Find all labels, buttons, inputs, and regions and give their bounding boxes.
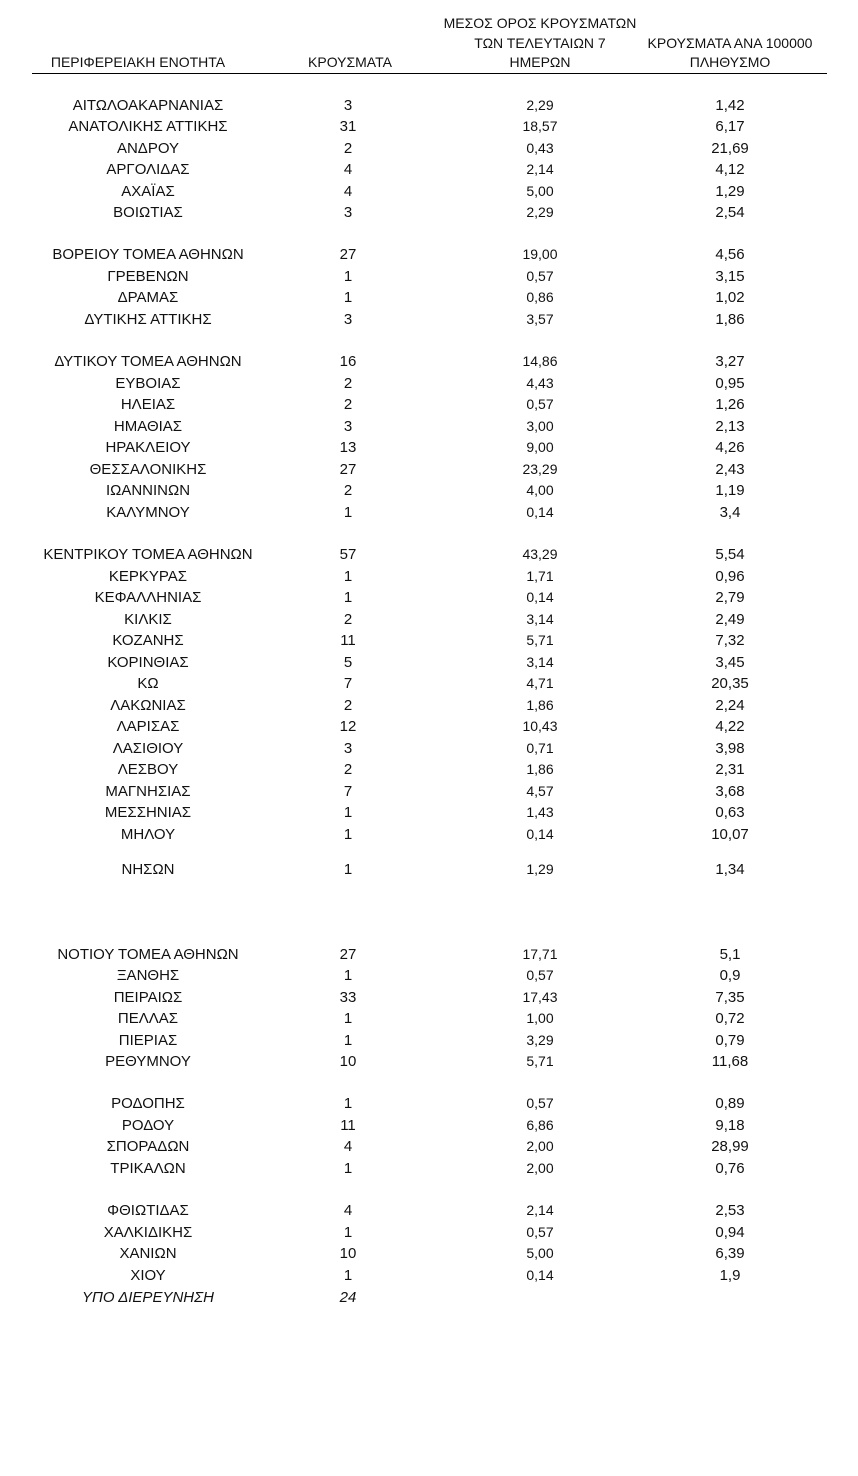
per100k-cell: 11,68 — [711, 1053, 749, 1070]
avg7-cell: 6,86 — [526, 1117, 554, 1133]
per100k-cell: 0,9 — [719, 967, 741, 984]
region-cell: ΧΙΟΥ — [130, 1267, 166, 1284]
per100k-cell: 5,54 — [715, 546, 745, 563]
avg7-cell: 0,57 — [526, 396, 554, 412]
avg7-cell: 4,57 — [526, 783, 554, 799]
avg7-cell: 0,14 — [526, 1267, 554, 1283]
cases-cell: 3 — [343, 204, 353, 221]
cases-cell: 1 — [343, 589, 353, 606]
cases-cell: 7 — [343, 675, 353, 692]
region-cell: ΚΕΦΑΛΛΗΝΙΑΣ — [94, 589, 202, 606]
header-divider — [32, 73, 827, 74]
cases-cell: 7 — [343, 783, 353, 800]
region-cell: ΚΕΡΚΥΡΑΣ — [108, 568, 188, 585]
cases-cell: 1 — [343, 1224, 353, 1241]
cases-cell: 31 — [339, 118, 357, 135]
cases-cell: 1 — [343, 1010, 353, 1027]
per100k-cell: 0,96 — [715, 568, 745, 585]
cases-cell: 5 — [343, 654, 353, 671]
cases-cell: 3 — [343, 97, 353, 114]
region-cell: ΡΟΔΟΥ — [121, 1117, 175, 1134]
table-row — [0, 138, 858, 159]
table-row — [0, 695, 858, 716]
table-row — [0, 859, 858, 880]
table-row — [0, 287, 858, 308]
header-region: ΠΕΡΙΦΕΡΕΙΑΚΗ ΕΝΟΤΗΤΑ — [50, 54, 226, 70]
table-row — [0, 351, 858, 372]
table-row — [0, 480, 858, 501]
region-cell: ΡΟΔΟΠΗΣ — [111, 1095, 185, 1112]
per100k-cell: 0,94 — [715, 1224, 745, 1241]
per100k-cell: 2,79 — [715, 589, 745, 606]
table-row — [0, 673, 858, 694]
avg7-cell: 1,71 — [526, 568, 554, 584]
per100k-cell: 3,45 — [715, 654, 745, 671]
avg7-cell: 4,71 — [526, 675, 554, 691]
table-row — [0, 824, 858, 845]
per100k-cell: 3,4 — [719, 504, 741, 521]
per100k-cell: 1,29 — [715, 183, 745, 200]
avg7-cell: 3,00 — [526, 418, 554, 434]
cases-cell: 2 — [343, 375, 353, 392]
region-cell: ΑΡΓΟΛΙΔΑΣ — [106, 161, 190, 178]
region-cell: ΘΕΣΣΑΛΟΝΙΚΗΣ — [89, 461, 207, 478]
per100k-cell: 1,9 — [719, 1267, 741, 1284]
cases-cell: 10 — [339, 1245, 357, 1262]
region-cell: ΧΑΛΚΙΔΙΚΗΣ — [103, 1224, 193, 1241]
avg7-cell: 3,29 — [526, 1032, 554, 1048]
avg7-cell: 0,14 — [526, 589, 554, 605]
avg7-cell: 0,57 — [526, 1095, 554, 1111]
avg7-cell: 1,86 — [526, 761, 554, 777]
region-cell: ΦΘΙΩΤΙΔΑΣ — [107, 1202, 189, 1219]
cases-cell: 16 — [339, 353, 357, 370]
per100k-cell: 0,89 — [715, 1095, 745, 1112]
region-cell: ΚΟΖΑΝΗΣ — [112, 632, 184, 649]
region-cell: ΒΟΡΕΙΟΥ ΤΟΜΕΑ ΑΘΗΝΩΝ — [52, 246, 244, 263]
region-cell: ΗΡΑΚΛΕΙΟΥ — [105, 439, 191, 456]
avg7-cell: 3,14 — [526, 611, 554, 627]
per100k-cell: 0,63 — [715, 804, 745, 821]
avg7-cell: 2,14 — [526, 161, 554, 177]
table-row — [0, 95, 858, 116]
table-row — [0, 416, 858, 437]
per100k-cell: 3,98 — [715, 740, 745, 757]
avg7-cell: 1,29 — [526, 861, 554, 877]
per100k-cell: 2,24 — [715, 697, 745, 714]
table-row — [0, 987, 858, 1008]
avg7-cell: 17,71 — [522, 946, 558, 962]
region-cell: ΑΝΔΡΟΥ — [116, 140, 180, 157]
per100k-cell: 7,32 — [715, 632, 745, 649]
region-cell: ΓΡΕΒΕΝΩΝ — [107, 268, 189, 285]
table-row — [0, 1158, 858, 1179]
per100k-cell: 0,72 — [715, 1010, 745, 1027]
cases-cell: 4 — [343, 1202, 353, 1219]
per100k-cell: 4,22 — [715, 718, 745, 735]
region-cell: ΜΗΛΟΥ — [120, 826, 176, 843]
cases-cell: 4 — [343, 1138, 353, 1155]
avg7-cell: 2,00 — [526, 1160, 554, 1176]
avg7-cell: 2,14 — [526, 1202, 554, 1218]
cases-cell: 1 — [343, 568, 353, 585]
cases-cell: 11 — [340, 632, 356, 649]
avg7-cell: 10,43 — [522, 718, 558, 734]
avg7-cell: 5,00 — [526, 183, 554, 199]
table-row — [0, 244, 858, 265]
cases-cell: 27 — [339, 461, 357, 478]
region-cell: ΜΕΣΣΗΝΙΑΣ — [104, 804, 192, 821]
avg7-cell: 18,57 — [522, 118, 558, 134]
per100k-cell: 1,34 — [715, 861, 745, 878]
avg7-cell: 14,86 — [522, 353, 558, 369]
cases-cell: 1 — [343, 1095, 353, 1112]
per100k-cell: 28,99 — [711, 1138, 749, 1155]
cases-cell: 24 — [339, 1289, 357, 1306]
cases-cell: 2 — [343, 611, 353, 628]
cases-cell: 1 — [343, 1160, 353, 1177]
per100k-cell: 4,56 — [715, 246, 745, 263]
table-row — [0, 309, 858, 330]
table-row — [0, 1093, 858, 1114]
cases-cell: 3 — [343, 311, 353, 328]
avg7-cell: 0,57 — [526, 1224, 554, 1240]
per100k-cell: 2,54 — [715, 204, 745, 221]
header-per100k-line2: ΠΛΗΘΥΣΜΟ — [689, 54, 771, 70]
table-row — [0, 266, 858, 287]
per100k-cell: 6,39 — [715, 1245, 745, 1262]
region-cell: ΤΡΙΚΑΛΩΝ — [110, 1160, 186, 1177]
table-row — [0, 502, 858, 523]
cases-cell: 2 — [343, 396, 353, 413]
cases-cell: 2 — [343, 140, 353, 157]
cases-cell: 1 — [343, 804, 353, 821]
region-cell: ΔΡΑΜΑΣ — [117, 289, 179, 306]
per100k-cell: 6,17 — [715, 118, 745, 135]
per100k-cell: 20,35 — [711, 675, 749, 692]
table-row — [0, 1265, 858, 1286]
cases-cell: 57 — [339, 546, 357, 563]
region-cell: ΛΑΣΙΘΙΟΥ — [112, 740, 184, 757]
avg7-cell: 3,57 — [526, 311, 554, 327]
avg7-cell: 9,00 — [526, 439, 554, 455]
table-row — [0, 202, 858, 223]
per100k-cell: 9,18 — [715, 1117, 745, 1134]
avg7-cell: 1,43 — [526, 804, 554, 820]
region-cell: ΗΜΑΘΙΑΣ — [113, 418, 183, 435]
per100k-cell: 2,49 — [715, 611, 745, 628]
table-row — [0, 1030, 858, 1051]
region-cell: ΚΩ — [137, 675, 159, 692]
header-per100k-line1: ΚΡΟΥΣΜΑΤΑ ΑΝΑ 100000 — [647, 35, 813, 51]
region-cell: ΛΑΡΙΣΑΣ — [116, 718, 180, 735]
header-avg-line3: ΗΜΕΡΩΝ — [509, 54, 571, 70]
avg7-cell: 17,43 — [522, 989, 558, 1005]
avg7-cell: 0,71 — [526, 740, 554, 756]
avg7-cell: 2,00 — [526, 1138, 554, 1154]
table-row — [0, 1136, 858, 1157]
cases-cell: 1 — [343, 289, 353, 306]
avg7-cell: 19,00 — [522, 246, 558, 262]
table-row — [0, 716, 858, 737]
avg7-cell: 0,57 — [526, 268, 554, 284]
region-cell: ΝΟΤΙΟΥ ΤΟΜΕΑ ΑΘΗΝΩΝ — [57, 946, 239, 963]
per100k-cell: 1,26 — [715, 396, 745, 413]
region-cell: ΥΠΟ ΔΙΕΡΕΥΝΗΣΗ — [82, 1289, 214, 1306]
per100k-cell: 7,35 — [715, 989, 745, 1006]
table-row — [0, 373, 858, 394]
avg7-cell: 4,43 — [526, 375, 554, 391]
cases-cell: 2 — [343, 482, 353, 499]
region-cell: ΑΙΤΩΛΟΑΚΑΡΝΑΝΙΑΣ — [72, 97, 224, 114]
per100k-cell: 1,42 — [715, 97, 745, 114]
cases-cell: 1 — [343, 826, 353, 843]
per100k-cell: 4,26 — [715, 439, 745, 456]
avg7-cell: 5,71 — [526, 1053, 554, 1069]
table-row — [0, 1051, 858, 1072]
avg7-cell: 0,14 — [526, 504, 554, 520]
header-cases: ΚΡΟΥΣΜΑΤΑ — [308, 54, 392, 70]
avg7-cell: 1,86 — [526, 697, 554, 713]
cases-cell: 1 — [343, 504, 353, 521]
table-row — [0, 1008, 858, 1029]
cases-cell: 3 — [343, 418, 353, 435]
per100k-cell: 0,76 — [715, 1160, 745, 1177]
region-cell: ΚΕΝΤΡΙΚΟΥ ΤΟΜΕΑ ΑΘΗΝΩΝ — [43, 546, 253, 563]
region-cell: ΑΝΑΤΟΛΙΚΗΣ ΑΤΤΙΚΗΣ — [68, 118, 228, 135]
table-row — [0, 781, 858, 802]
region-cell: ΔΥΤΙΚΟΥ ΤΟΜΕΑ ΑΘΗΝΩΝ — [54, 353, 242, 370]
region-cell: ΠΕΙΡΑΙΩΣ — [113, 989, 183, 1006]
table-row — [0, 965, 858, 986]
region-cell: ΚΙΛΚΙΣ — [124, 611, 172, 628]
cases-cell: 3 — [343, 740, 353, 757]
table-row — [0, 181, 858, 202]
cases-cell: 4 — [343, 161, 353, 178]
avg7-cell: 0,57 — [526, 967, 554, 983]
region-cell: ΠΕΛΛΑΣ — [117, 1010, 179, 1027]
table-row — [0, 1115, 858, 1136]
per100k-cell: 2,43 — [715, 461, 745, 478]
table-row — [0, 738, 858, 759]
per100k-cell: 3,27 — [715, 353, 745, 370]
per100k-cell: 4,12 — [715, 161, 745, 178]
avg7-cell: 2,29 — [526, 204, 554, 220]
per100k-cell: 3,15 — [715, 268, 745, 285]
table-row — [0, 1287, 858, 1308]
per100k-cell: 3,68 — [715, 783, 745, 800]
cases-cell: 12 — [339, 718, 357, 735]
cases-cell: 13 — [339, 439, 357, 456]
avg7-cell: 4,00 — [526, 482, 554, 498]
per100k-cell: 2,53 — [715, 1202, 745, 1219]
header-avg-line2: ΤΩΝ ΤΕΛΕΥΤΑΙΩΝ 7 — [474, 35, 606, 51]
cases-cell: 1 — [343, 268, 353, 285]
avg7-cell: 3,14 — [526, 654, 554, 670]
per100k-cell: 1,02 — [715, 289, 745, 306]
table-row — [0, 1200, 858, 1221]
region-cell: ΗΛΕΙΑΣ — [120, 396, 176, 413]
table-row — [0, 116, 858, 137]
per100k-cell: 1,86 — [715, 311, 745, 328]
region-cell: ΣΠΟΡΑΔΩΝ — [106, 1138, 190, 1155]
region-cell: ΙΩΑΝΝΙΝΩΝ — [105, 482, 191, 499]
avg7-cell: 0,14 — [526, 826, 554, 842]
region-cell: ΞΑΝΘΗΣ — [116, 967, 180, 984]
region-cell: ΕΥΒΟΙΑΣ — [115, 375, 181, 392]
table-row — [0, 437, 858, 458]
avg7-cell: 0,86 — [526, 289, 554, 305]
header-avg-line1: ΜΕΣΟΣ ΟΡΟΣ ΚΡΟΥΣΜΑΤΩΝ — [443, 15, 637, 31]
table-row — [0, 459, 858, 480]
region-cell: ΛΑΚΩΝΙΑΣ — [110, 697, 186, 714]
table-row — [0, 394, 858, 415]
avg7-cell: 43,29 — [522, 546, 558, 562]
per100k-cell: 21,69 — [711, 140, 749, 157]
table-row — [0, 944, 858, 965]
cases-cell: 11 — [340, 1117, 356, 1134]
cases-cell: 2 — [343, 761, 353, 778]
region-cell: ΚΟΡΙΝΘΙΑΣ — [107, 654, 189, 671]
avg7-cell: 23,29 — [522, 461, 558, 477]
avg7-cell: 1,00 — [526, 1010, 554, 1026]
region-cell: ΠΙΕΡΙΑΣ — [118, 1032, 178, 1049]
table-row — [0, 609, 858, 630]
avg7-cell: 5,00 — [526, 1245, 554, 1261]
per100k-cell: 2,13 — [715, 418, 745, 435]
table-row — [0, 802, 858, 823]
region-cell: ΒΟΙΩΤΙΑΣ — [113, 204, 183, 221]
region-cell: ΛΕΣΒΟΥ — [117, 761, 179, 778]
avg7-cell: 5,71 — [526, 632, 554, 648]
cases-cell: 1 — [343, 1032, 353, 1049]
per100k-cell: 1,19 — [715, 482, 745, 499]
region-cell: ΡΕΘΥΜΝΟΥ — [105, 1053, 191, 1070]
per100k-cell: 2,31 — [715, 761, 745, 778]
per100k-cell: 5,1 — [719, 946, 741, 963]
region-cell: ΑΧΑΪΑΣ — [121, 183, 175, 200]
table-row — [0, 630, 858, 651]
cases-cell: 1 — [343, 1267, 353, 1284]
table-row — [0, 1222, 858, 1243]
table-row — [0, 759, 858, 780]
table-row — [0, 652, 858, 673]
cases-cell: 27 — [339, 246, 357, 263]
cases-cell: 2 — [343, 697, 353, 714]
region-cell: ΔΥΤΙΚΗΣ ΑΤΤΙΚΗΣ — [84, 311, 212, 328]
cases-cell: 27 — [339, 946, 357, 963]
table-row — [0, 566, 858, 587]
table-row — [0, 544, 858, 565]
cases-cell: 1 — [343, 861, 353, 878]
region-cell: ΝΗΣΩΝ — [121, 861, 175, 878]
cases-cell: 1 — [343, 967, 353, 984]
region-cell: ΚΑΛΥΜΝΟΥ — [106, 504, 190, 521]
table-row — [0, 587, 858, 608]
avg7-cell: 0,43 — [526, 140, 554, 156]
table-row — [0, 1243, 858, 1264]
per100k-cell: 0,79 — [715, 1032, 745, 1049]
cases-cell: 4 — [343, 183, 353, 200]
table-row — [0, 159, 858, 180]
cases-cell: 33 — [339, 989, 357, 1006]
cases-cell: 10 — [339, 1053, 357, 1070]
region-cell: ΜΑΓΝΗΣΙΑΣ — [105, 783, 191, 800]
region-cell: ΧΑΝΙΩΝ — [119, 1245, 177, 1262]
per100k-cell: 10,07 — [711, 826, 749, 843]
avg7-cell: 2,29 — [526, 97, 554, 113]
per100k-cell: 0,95 — [715, 375, 745, 392]
